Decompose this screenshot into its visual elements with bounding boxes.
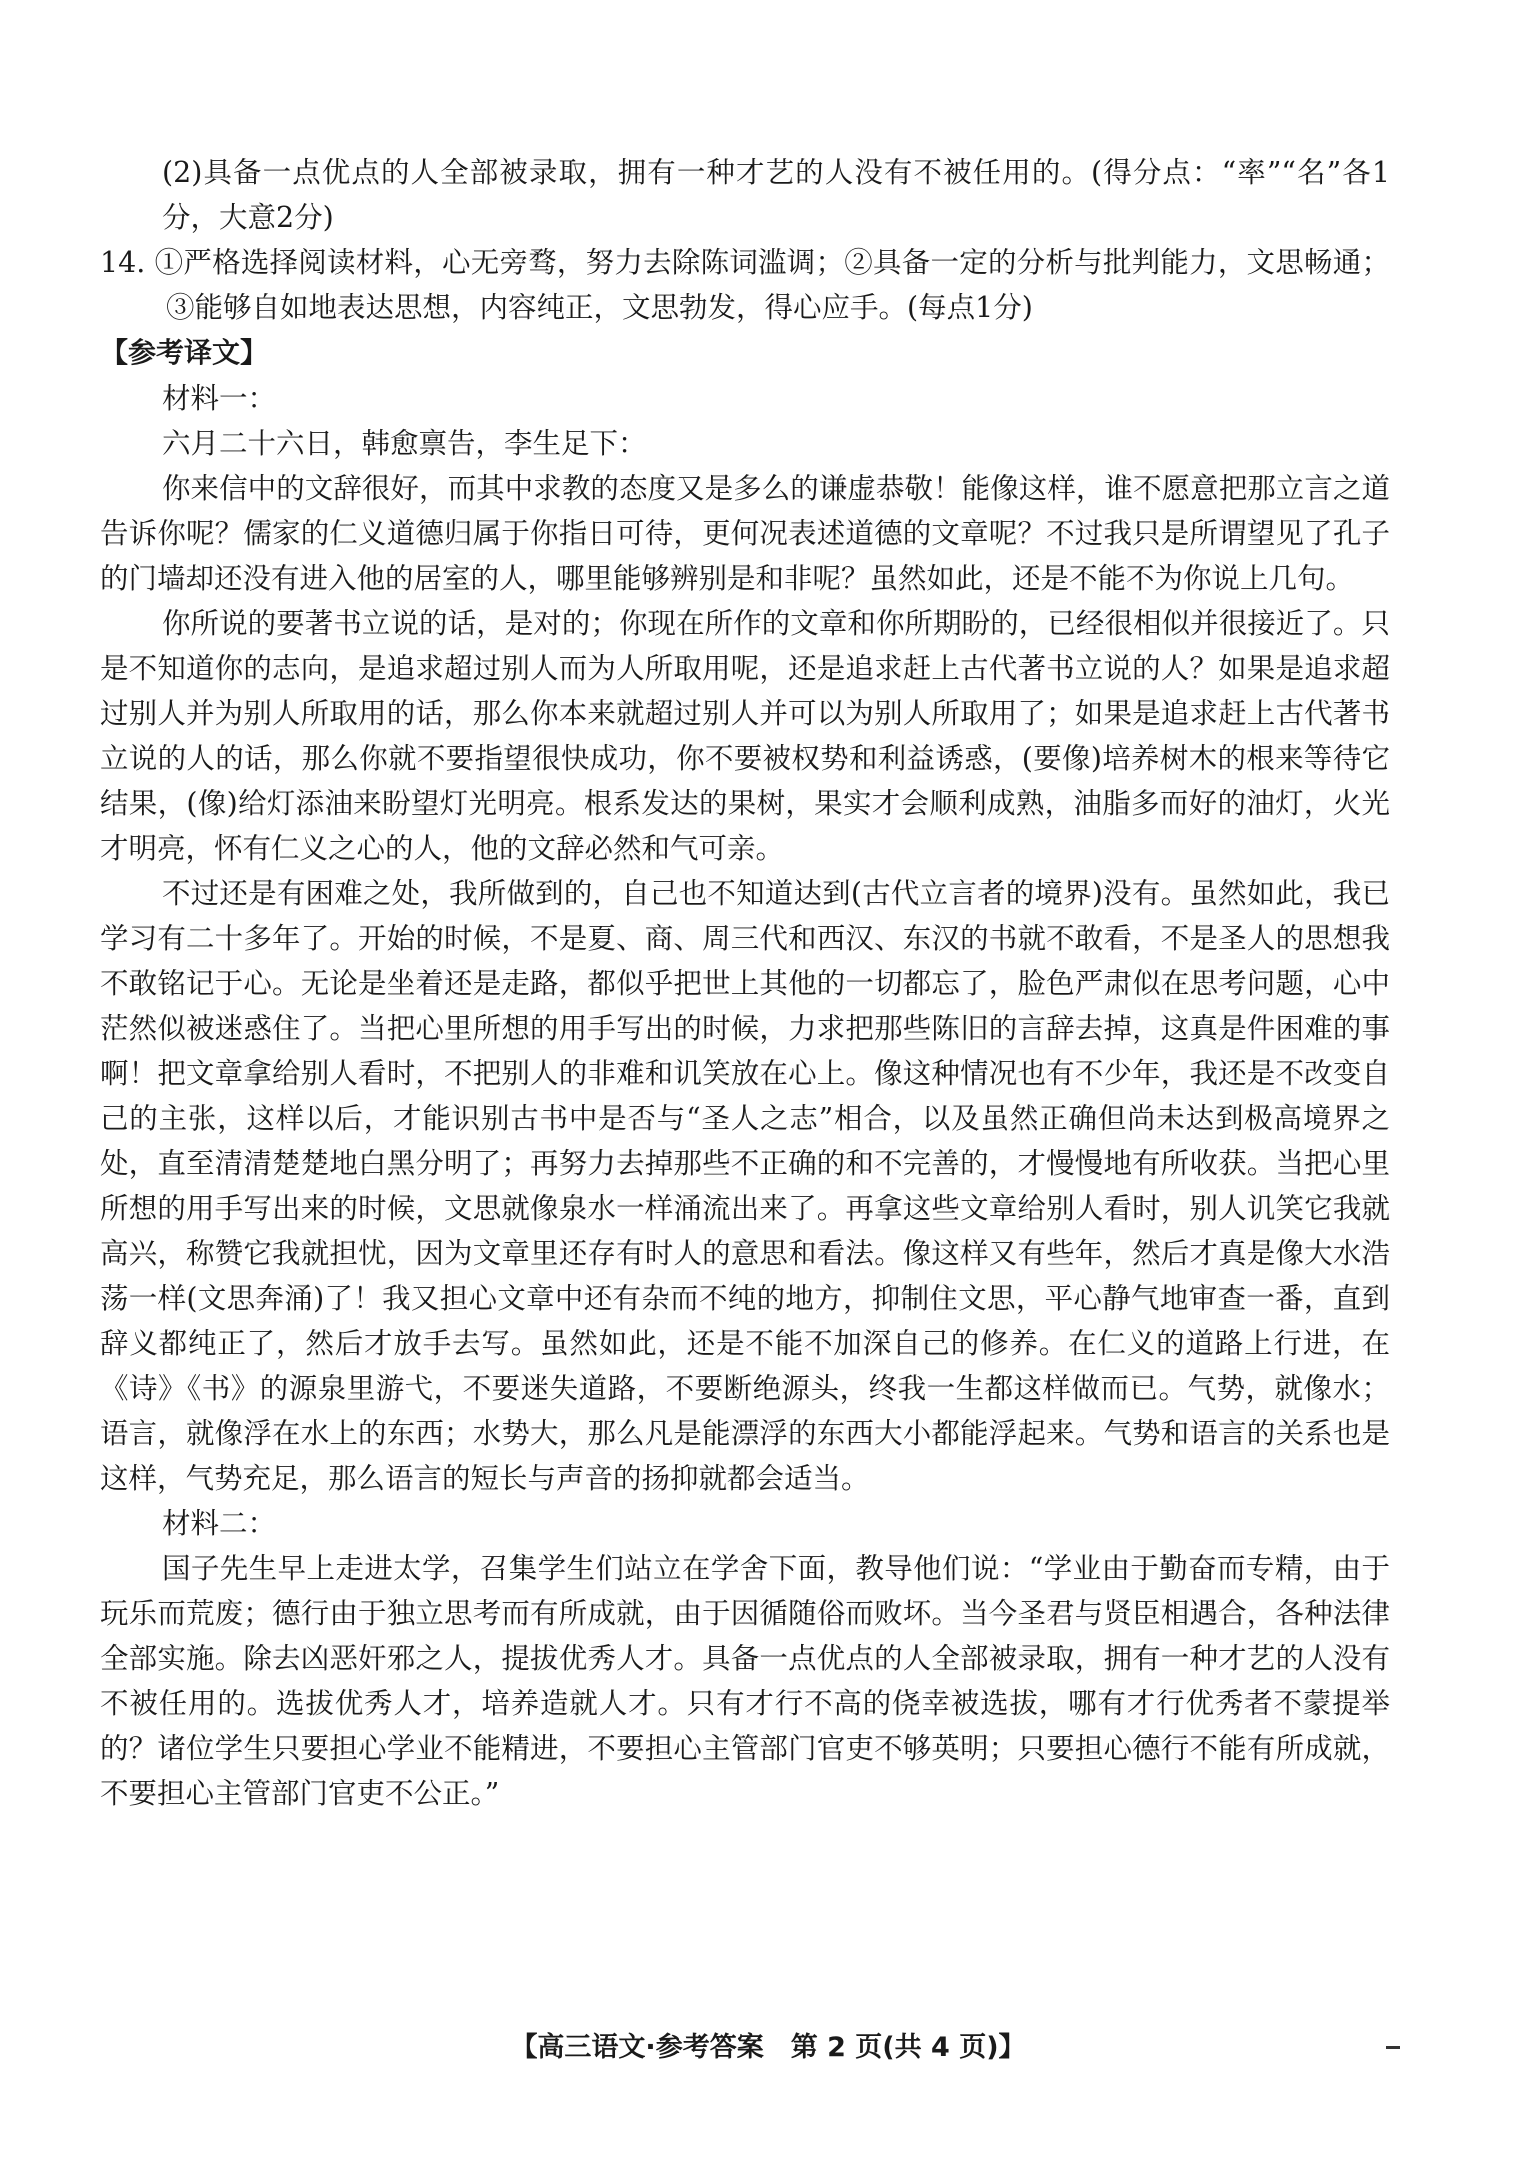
corner-mark: [1386, 2046, 1400, 2049]
answer-14: 14. ①严格选择阅读材料，心无旁骛，努力去除陈词滥调；②具备一定的分析与批判能力，文思畅通；③能够自如地表达思想，内容纯正，文思勃发，得心应手。(每点1分): [100, 246, 1390, 324]
material-2-paragraph: 国子先生早上走进太学，召集学生们站立在学舍下面，教导他们说：“学业由于勤奋而专精，由于玩乐而荒废；德行由于独立思考而有所成就，由于因循随俗而败坏。当今圣君与贤臣相遇合，各种法律全部实施。除去凶恶奸邪之人，提拔优秀人才。具备一点优点的人全部被录取，拥有一种才艺的人没有不被任用的。选拔优秀人才，培养造就人才。只有才行不高的侥幸被选拔，哪有才行优秀者不蒙提举的？诸位学生只要担心学业不能精进，不要担心主管部门官吏不够英明；只要担心德行不能有所成就，不要担心主管部门官吏不公正。”: [100, 1552, 1390, 1810]
page-footer: 【高三语文·参考答案 第 2 页(共 4 页)】: [510, 2032, 1026, 2063]
material-2-label: 材料二：: [162, 1507, 277, 1540]
material-1-paragraph: 你所说的要著书立说的话，是对的；你现在所作的文章和你所期盼的，已经很相似并很接近了。只是不知道你的志向，是追求超过别人而为人所取用呢，还是追求赶上古代著书立说的人？如果是追求超过别人并为别人所取用的话，那么你本来就超过别人并可以为别人所取用了；如果是追求赶上古代著书立说的人的话，那么你就不要指望很快成功，你不要被权势和利益诱惑，(要像)培养树木的根来等待它结果，(像)给灯添油来盼望灯光明亮。根系发达的果树，果实才会顺利成熟，油脂多而好的油灯，火光才明亮，怀有仁义之心的人，他的文辞必然和气可亲。: [100, 607, 1390, 865]
answer-13-2: (2)具备一点优点的人全部被录取，拥有一种才艺的人没有不被任用的。(得分点：“率”“名”各1分，大意2分): [162, 156, 1390, 234]
material-1-paragraph: 你来信中的文辞很好，而其中求教的态度又是多么的谦虚恭敬！能像这样，谁不愿意把那立言之道告诉你呢？儒家的仁义道德归属于你指日可待，更何况表述道德的文章呢？不过我只是所谓望见了孔子的门墙却还没有进入他的居室的人，哪里能够辨别是和非呢？虽然如此，还是不能不为你说上几句。: [100, 472, 1390, 595]
material-1-label: 材料一：: [162, 382, 277, 415]
material-1-paragraph: 不过还是有困难之处，我所做到的，自己也不知道达到(古代立言者的境界)没有。虽然如此，我已学习有二十多年了。开始的时候，不是夏、商、周三代和西汉、东汉的书就不敢看，不是圣人的思想我不敢铭记于心。无论是坐着还是走路，都似乎把世上其他的一切都忘了，脸色严肃似在思考问题，心中茫然似被迷惑住了。当把心里所想的用手写出的时候，力求把那些陈旧的言辞去掉，这真是件困难的事啊！把文章拿给别人看时，不把别人的非难和讥笑放在心上。像这种情况也有不少年，我还是不改变自己的主张，这样以后，才能识别古书中是否与“圣人之志”相合，以及虽然正确但尚未达到极高境界之处，直至清清楚楚地白黑分明了；再努力去掉那些不正确的和不完善的，才慢慢地有所收获。当把心里所想的用手写出来的时候，文思就像泉水一样涌流出来了。再拿这些文章给别人看时，别人讥笑它我就高兴，称赞它我就担忧，因为文章里还存有时人的意思和看法。像这样又有些年，然后才真是像大水浩荡一样(文思奔涌)了！我又担心文章中还有杂而不纯的地方，抑制住文思，平心静气地审查一番，直到辞义都纯正了，然后才放手去写。虽然如此，还是不能不加深自己的修养。在仁义的道路上行进，在《诗》《书》的源泉里游弋，不要迷失道路，不要断绝源头，终我一生都这样做而已。气势，就像水；语言，就像浮在水上的东西；水势大，那么凡是能漂浮的东西大小都能浮起来。气势和语言的关系也是这样，气势充足，那么语言的短长与声音的扬抑就都会适当。: [100, 877, 1390, 1495]
translation-heading: 【参考译文】: [100, 336, 269, 369]
material-1-salutation: 六月二十六日，韩愈禀告，李生足下：: [162, 427, 647, 460]
document-body: [100, 150, 1390, 1816]
